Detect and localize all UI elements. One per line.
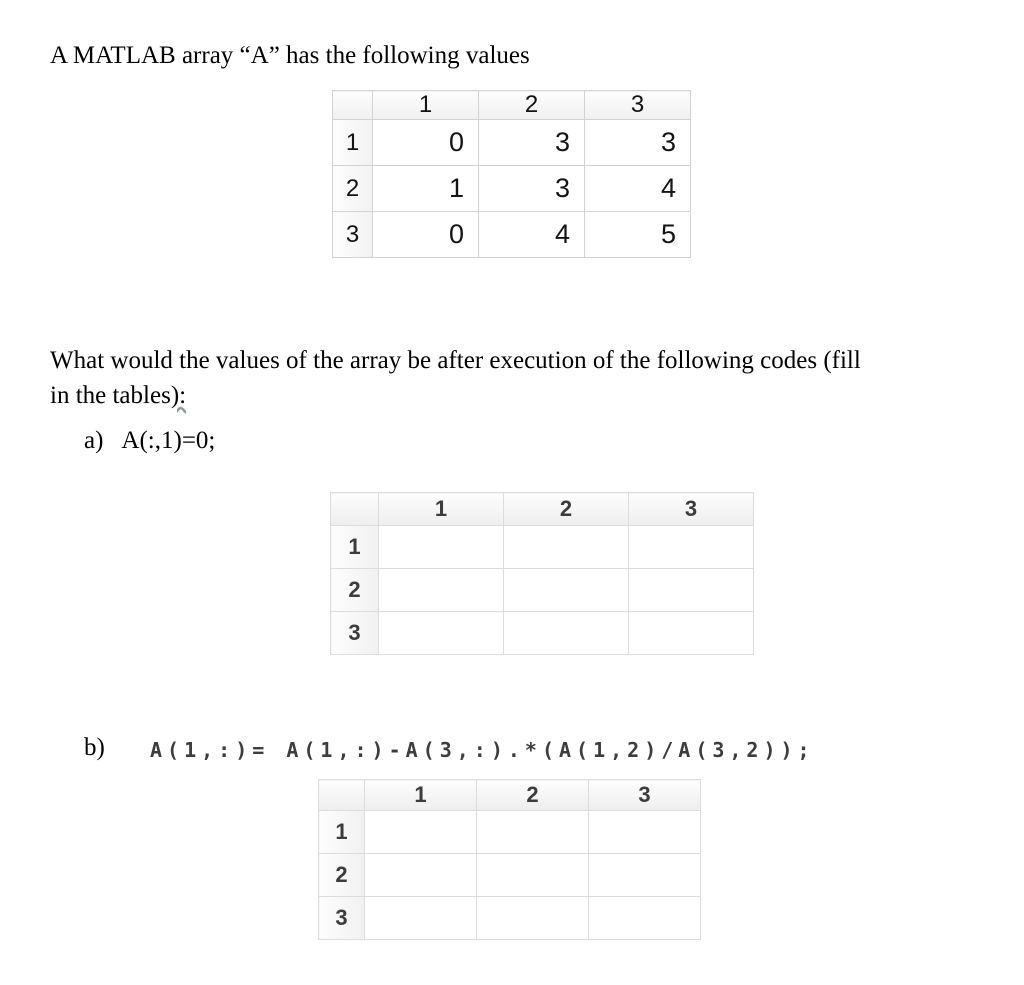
table-row bbox=[331, 526, 754, 569]
table-cell bbox=[365, 854, 477, 897]
col-header: 2 bbox=[504, 493, 629, 526]
table-cell bbox=[629, 569, 754, 612]
table-cell: 4 bbox=[585, 166, 691, 212]
corner-cell bbox=[331, 493, 379, 526]
row-header: 3 bbox=[331, 612, 379, 655]
matlab-array-table-original bbox=[332, 90, 691, 258]
col-header: 1 bbox=[373, 91, 479, 120]
row-header: 2 bbox=[331, 569, 379, 612]
table-cell bbox=[477, 811, 589, 854]
question-line2-tail: ): bbox=[170, 381, 187, 409]
table-cell bbox=[504, 526, 629, 569]
table-cell bbox=[477, 897, 589, 940]
table-cell bbox=[365, 811, 477, 854]
table-row bbox=[319, 854, 701, 897]
col-header: 3 bbox=[589, 780, 701, 811]
corner-cell bbox=[319, 780, 365, 811]
col-header: 2 bbox=[477, 780, 589, 811]
table-row bbox=[331, 569, 754, 612]
question-text bbox=[50, 344, 980, 413]
table-cell: 1 bbox=[373, 166, 479, 212]
col-header: 2 bbox=[479, 91, 585, 120]
row-header: 1 bbox=[333, 120, 373, 166]
part-a-code: A(:,1)=0; bbox=[121, 427, 216, 454]
part-b-code: A(1,:)= A(1,:)-A(3,:).*(A(1,2)/A(3,2)); bbox=[150, 738, 815, 762]
table-cell: 5 bbox=[585, 212, 691, 258]
table-row bbox=[333, 166, 691, 212]
table-header-row bbox=[331, 493, 754, 526]
table-cell: 0 bbox=[373, 212, 479, 258]
row-header: 2 bbox=[319, 854, 365, 897]
corner-cell bbox=[333, 91, 373, 120]
col-header: 1 bbox=[379, 493, 504, 526]
table-cell: 3 bbox=[479, 120, 585, 166]
table-cell: 3 bbox=[479, 166, 585, 212]
table-cell: 4 bbox=[479, 212, 585, 258]
table-cell bbox=[477, 854, 589, 897]
row-header: 3 bbox=[333, 212, 373, 258]
question-line2: in the tables bbox=[50, 381, 171, 409]
row-header: 1 bbox=[331, 526, 379, 569]
table-row bbox=[319, 811, 701, 854]
table-header-row bbox=[333, 91, 691, 120]
table-cell bbox=[504, 612, 629, 655]
table-cell bbox=[629, 526, 754, 569]
answer-table-b bbox=[318, 779, 701, 940]
intro-text: A MATLAB array “A” has the following values bbox=[50, 42, 530, 69]
row-header: 3 bbox=[319, 897, 365, 940]
answer-table-a bbox=[330, 492, 754, 655]
table-cell bbox=[365, 897, 477, 940]
table-row bbox=[333, 120, 691, 166]
table-row bbox=[319, 897, 701, 940]
table-row bbox=[331, 612, 754, 655]
table-cell: 3 bbox=[585, 120, 691, 166]
row-header: 2 bbox=[333, 166, 373, 212]
table-cell bbox=[379, 569, 504, 612]
table-cell bbox=[379, 526, 504, 569]
part-b-label: b) bbox=[84, 734, 105, 761]
table-cell bbox=[589, 854, 701, 897]
table-cell bbox=[589, 811, 701, 854]
table-cell bbox=[589, 897, 701, 940]
col-header: 1 bbox=[365, 780, 477, 811]
table-cell bbox=[504, 569, 629, 612]
table-cell: 0 bbox=[373, 120, 479, 166]
table-row bbox=[333, 212, 691, 258]
part-a-label: a) bbox=[84, 427, 104, 454]
part-a-line bbox=[84, 427, 215, 455]
table-cell bbox=[629, 612, 754, 655]
table-cell bbox=[379, 612, 504, 655]
table-header-row bbox=[319, 780, 701, 811]
col-header: 3 bbox=[585, 91, 691, 120]
question-line1: What would the values of the array be after execution of the following codes (fill bbox=[50, 347, 861, 374]
col-header: 3 bbox=[629, 493, 754, 526]
row-header: 1 bbox=[319, 811, 365, 854]
